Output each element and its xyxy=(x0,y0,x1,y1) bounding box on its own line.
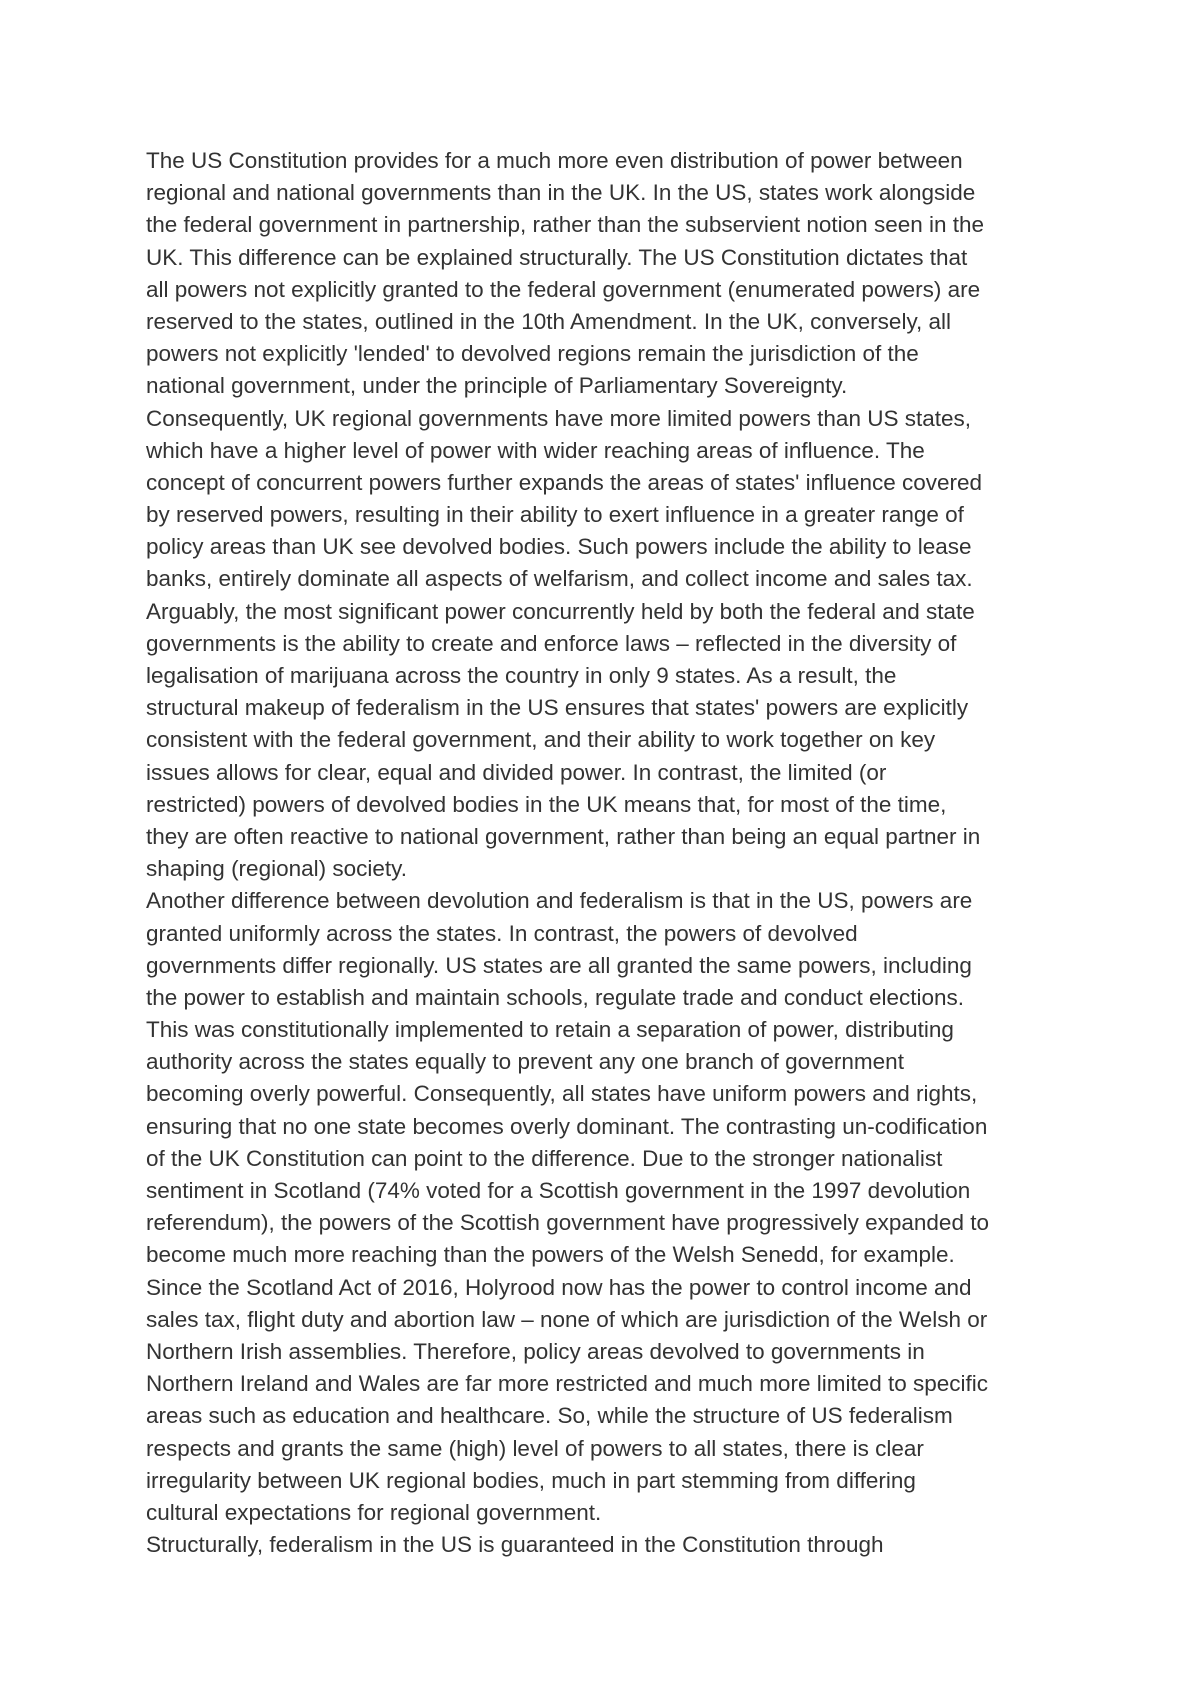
text-line: restricted) powers of devolved bodies in the UK means that, for most of the time, xyxy=(146,791,947,817)
text-line: regional and national governments than in the UK. In the US, states work alongside xyxy=(146,180,976,206)
text-line: ensuring that no one state becomes overly dominant. The contrasting un-codification xyxy=(146,1113,988,1139)
text-line: The US Constitution provides for a much more even distribution of power between xyxy=(146,148,963,173)
text-line: This was constitutionally implemented to retain a separation of power, distributing xyxy=(146,1017,954,1043)
text-line: they are often reactive to national government, rather than being an equal partner in xyxy=(146,823,981,849)
text-line: irregularity between UK regional bodies, much in part stemming from differing xyxy=(146,1467,916,1493)
text-line: areas such as education and healthcare. So, while the structure of US federalism xyxy=(146,1403,953,1429)
text-line: governments differ regionally. US states are all granted the same powers, including xyxy=(146,952,972,978)
text-line: cultural expectations for regional government. xyxy=(146,1499,602,1525)
text-line: granted uniformly across the states. In contrast, the powers of devolved xyxy=(146,920,858,946)
text-line: Since the Scotland Act of 2016, Holyrood now has the power to control income and xyxy=(146,1274,972,1300)
text-line: Consequently, UK regional governments have more limited powers than US states, xyxy=(146,405,971,431)
text-line: the federal government in partnership, rather than the subservient notion seen in the xyxy=(146,212,985,238)
text-line: consistent with the federal government, and their ability to work together on key xyxy=(146,727,936,753)
text-line: which have a higher level of power with wider reaching areas of influence. The xyxy=(146,437,925,463)
text-line: national government, under the principle of Parliamentary Sovereignty. xyxy=(146,373,848,399)
text-line: shaping (regional) society. xyxy=(146,856,407,882)
essay-body xyxy=(146,145,1146,1561)
text-line: issues allows for clear, equal and divided power. In contrast, the limited (or xyxy=(146,759,887,785)
text-line: authority across the states equally to prevent any one branch of government xyxy=(146,1049,904,1075)
text-line: banks, entirely dominate all aspects of welfarism, and collect income and sales tax. xyxy=(146,566,973,592)
text-line: the power to establish and maintain schools, regulate trade and conduct elections. xyxy=(146,984,965,1010)
text-line: concept of concurrent powers further expands the areas of states' influence covered xyxy=(146,469,983,495)
text-line: Another difference between devolution and federalism is that in the US, powers are xyxy=(146,888,973,914)
text-line: structural makeup of federalism in the US ensures that states' powers are explicitly xyxy=(146,695,969,721)
text-line: Structurally, federalism in the US is guaranteed in the Constitution through xyxy=(146,1532,884,1558)
text-line: of the UK Constitution can point to the difference. Due to the stronger nationalist xyxy=(146,1145,943,1171)
text-line: legalisation of marijuana across the country in only 9 states. As a result, the xyxy=(146,663,897,688)
text-line: policy areas than UK see devolved bodies. Such powers include the ability to lease xyxy=(146,534,972,560)
text-line: referendum), the powers of the Scottish government have progressively expanded to xyxy=(146,1210,989,1236)
text-line: sentiment in Scotland (74% voted for a Scottish government in the 1997 devolution xyxy=(146,1178,971,1203)
text-line: UK. This difference can be explained structurally. The US Constitution dictates that xyxy=(146,244,968,270)
text-line: all powers not explicitly granted to the federal government (enumerated powers) are xyxy=(146,276,981,302)
text-line: Arguably, the most significant power concurrently held by both the federal and state xyxy=(146,598,975,624)
text-line: Northern Irish assemblies. Therefore, policy areas devolved to governments in xyxy=(146,1338,925,1364)
text-line: become much more reaching than the powers of the Welsh Senedd, for example. xyxy=(146,1242,955,1268)
text-line: powers not explicitly 'lended' to devolved regions remain the jurisdiction of the xyxy=(146,341,919,367)
text-line: governments is the ability to create and enforce laws – reflected in the diversity of xyxy=(146,630,957,656)
text-line: sales tax, flight duty and abortion law – none of which are jurisdiction of the Welsh or xyxy=(146,1306,988,1332)
text-line: by reserved powers, resulting in their ability to exert influence in a greater range of xyxy=(146,502,964,528)
text-line: respects and grants the same (high) level of powers to all states, there is clear xyxy=(146,1435,924,1461)
text-line: becoming overly powerful. Consequently, all states have uniform powers and rights, xyxy=(146,1081,978,1107)
text-line: Northern Ireland and Wales are far more restricted and much more limited to specific xyxy=(146,1371,989,1397)
text-line: reserved to the states, outlined in the 10th Amendment. In the UK, conversely, all xyxy=(146,308,952,334)
